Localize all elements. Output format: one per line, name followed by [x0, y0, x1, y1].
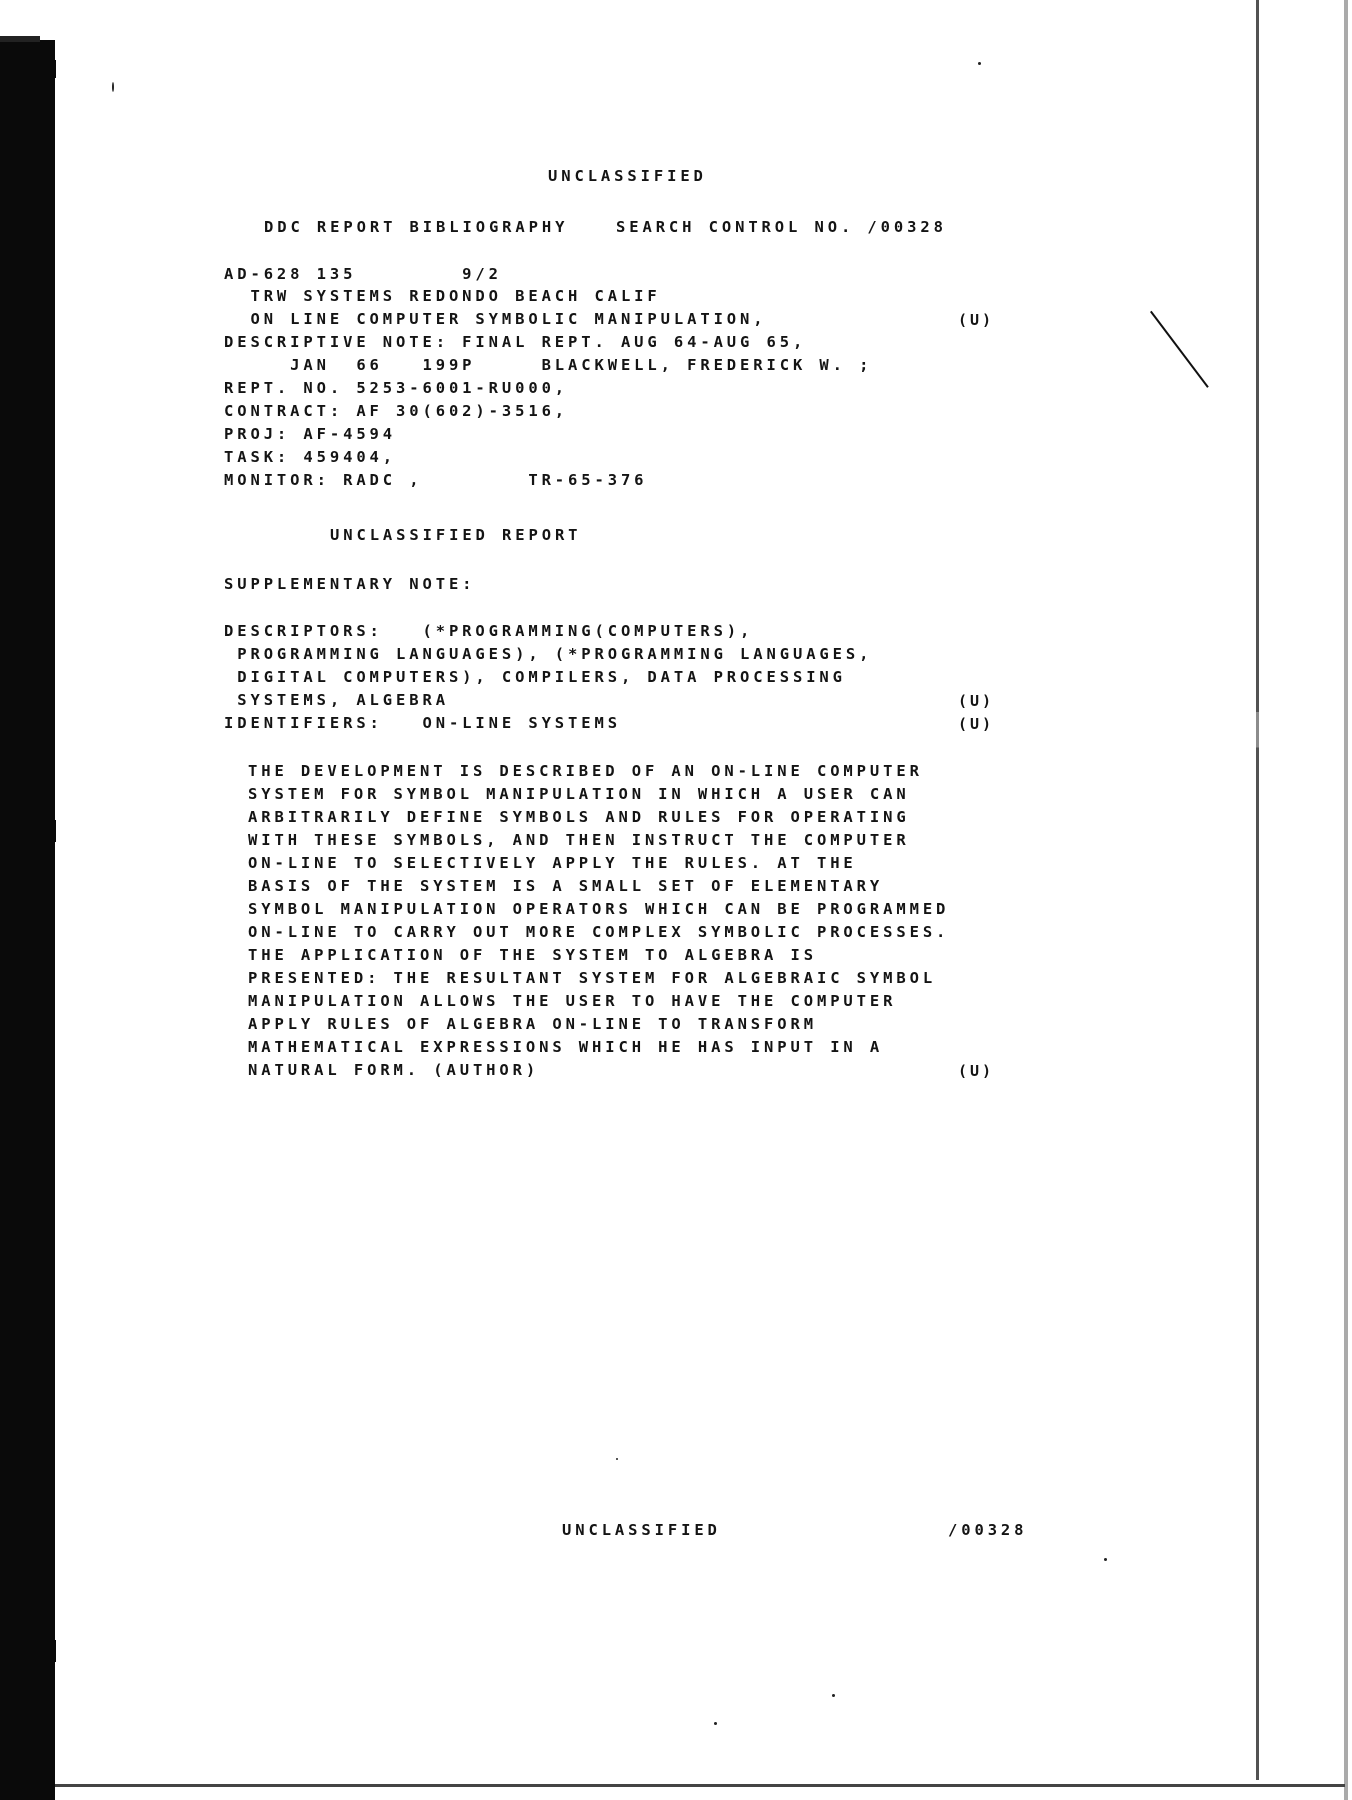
- task-line: TASK: 459404,: [224, 448, 397, 466]
- supplementary-note: SUPPLEMENTARY NOTE:: [224, 575, 476, 593]
- scan-edge-notch: [40, 820, 56, 842]
- footer-control-number: /00328: [948, 1521, 1028, 1539]
- project-line: PROJ: AF-4594: [224, 425, 397, 443]
- descriptors-line: PROGRAMMING LANGUAGES), (*PROGRAMMING LANGUAGES,: [224, 645, 873, 663]
- monitor-line: MONITOR: RADC , TR-65-376: [224, 471, 648, 489]
- speck: [616, 1458, 618, 1460]
- pen-mark: [1150, 311, 1209, 388]
- search-control-number: SEARCH CONTROL NO. /00328: [616, 218, 947, 236]
- scan-right-border: [1256, 0, 1259, 1780]
- speck: [978, 62, 981, 65]
- abstract-line: ON-LINE TO CARRY OUT MORE COMPLEX SYMBOLIC PROCESSES.: [248, 923, 950, 941]
- speck: [112, 82, 114, 92]
- classification-footer: UNCLASSIFIED: [562, 1521, 721, 1539]
- descriptors-line: DIGITAL COMPUTERS), COMPILERS, DATA PROCESSING: [224, 668, 846, 686]
- classification-mark: (U): [958, 692, 995, 710]
- abstract-line: BASIS OF THE SYSTEM IS A SMALL SET OF ELEMENTARY: [248, 877, 884, 895]
- speck: [1104, 1558, 1107, 1561]
- scan-top-mark: [0, 36, 40, 42]
- abstract-line: MANIPULATION ALLOWS THE USER TO HAVE THE COMPUTER: [248, 992, 897, 1010]
- source-line: TRW SYSTEMS REDONDO BEACH CALIF: [224, 287, 661, 305]
- classification-mark: (U): [958, 1062, 995, 1080]
- abstract-line: SYMBOL MANIPULATION OPERATORS WHICH CAN BE PROGRAMMED: [248, 900, 950, 918]
- abstract-line: PRESENTED: THE RESULTANT SYSTEM FOR ALGEBRAIC SYMBOL: [248, 969, 937, 987]
- descriptors-line: SYSTEMS, ALGEBRA: [224, 691, 449, 709]
- contract-line: CONTRACT: AF 30(602)-3516,: [224, 402, 569, 420]
- abstract-line: ON-LINE TO SELECTIVELY APPLY THE RULES. AT THE: [248, 854, 857, 872]
- abstract-line: THE APPLICATION OF THE SYSTEM TO ALGEBRA IS: [248, 946, 817, 964]
- speck: [832, 1694, 835, 1697]
- identifiers-line: IDENTIFIERS: ON-LINE SYSTEMS: [224, 714, 621, 732]
- classification-mark: (U): [958, 311, 995, 329]
- abstract-line: THE DEVELOPMENT IS DESCRIBED OF AN ON-LINE COMPUTER: [248, 762, 923, 780]
- abstract-line: WITH THESE SYMBOLS, AND THEN INSTRUCT THE COMPUTER: [248, 831, 910, 849]
- descriptive-note-line: DESCRIPTIVE NOTE: FINAL REPT. AUG 64-AUG 65,: [224, 333, 807, 351]
- title-line: ON LINE COMPUTER SYMBOLIC MANIPULATION,: [224, 310, 767, 328]
- scan-left-border: [0, 40, 55, 1800]
- classification-header: UNCLASSIFIED: [548, 167, 707, 185]
- abstract-line: SYSTEM FOR SYMBOL MANIPULATION IN WHICH A USER CAN: [248, 785, 910, 803]
- descriptors-line: DESCRIPTORS: (*PROGRAMMING(COMPUTERS),: [224, 622, 754, 640]
- abstract-line: APPLY RULES OF ALGEBRA ON-LINE TO TRANSFORM: [248, 1015, 817, 1033]
- report-number-line: REPT. NO. 5253-6001-RU000,: [224, 379, 569, 397]
- abstract-line: MATHEMATICAL EXPRESSIONS WHICH HE HAS INPUT IN A: [248, 1038, 884, 1056]
- ad-number-line: AD-628 135 9/2: [224, 265, 502, 283]
- abstract-line: ARBITRARILY DEFINE SYMBOLS AND RULES FOR OPERATING: [248, 808, 910, 826]
- report-classification: UNCLASSIFIED REPORT: [330, 526, 582, 544]
- scan-edge-notch: [40, 60, 56, 78]
- scan-right-shadow: [1344, 0, 1348, 1800]
- classification-mark: (U): [958, 715, 995, 733]
- date-author-line: JAN 66 199P BLACKWELL, FREDERICK W. ;: [224, 356, 873, 374]
- speck: [714, 1722, 717, 1725]
- scan-edge-notch: [40, 1640, 56, 1662]
- bibliography-title: DDC REPORT BIBLIOGRAPHY: [264, 218, 569, 236]
- scan-bottom-border: [55, 1784, 1345, 1787]
- abstract-line: NATURAL FORM. (AUTHOR): [248, 1061, 540, 1079]
